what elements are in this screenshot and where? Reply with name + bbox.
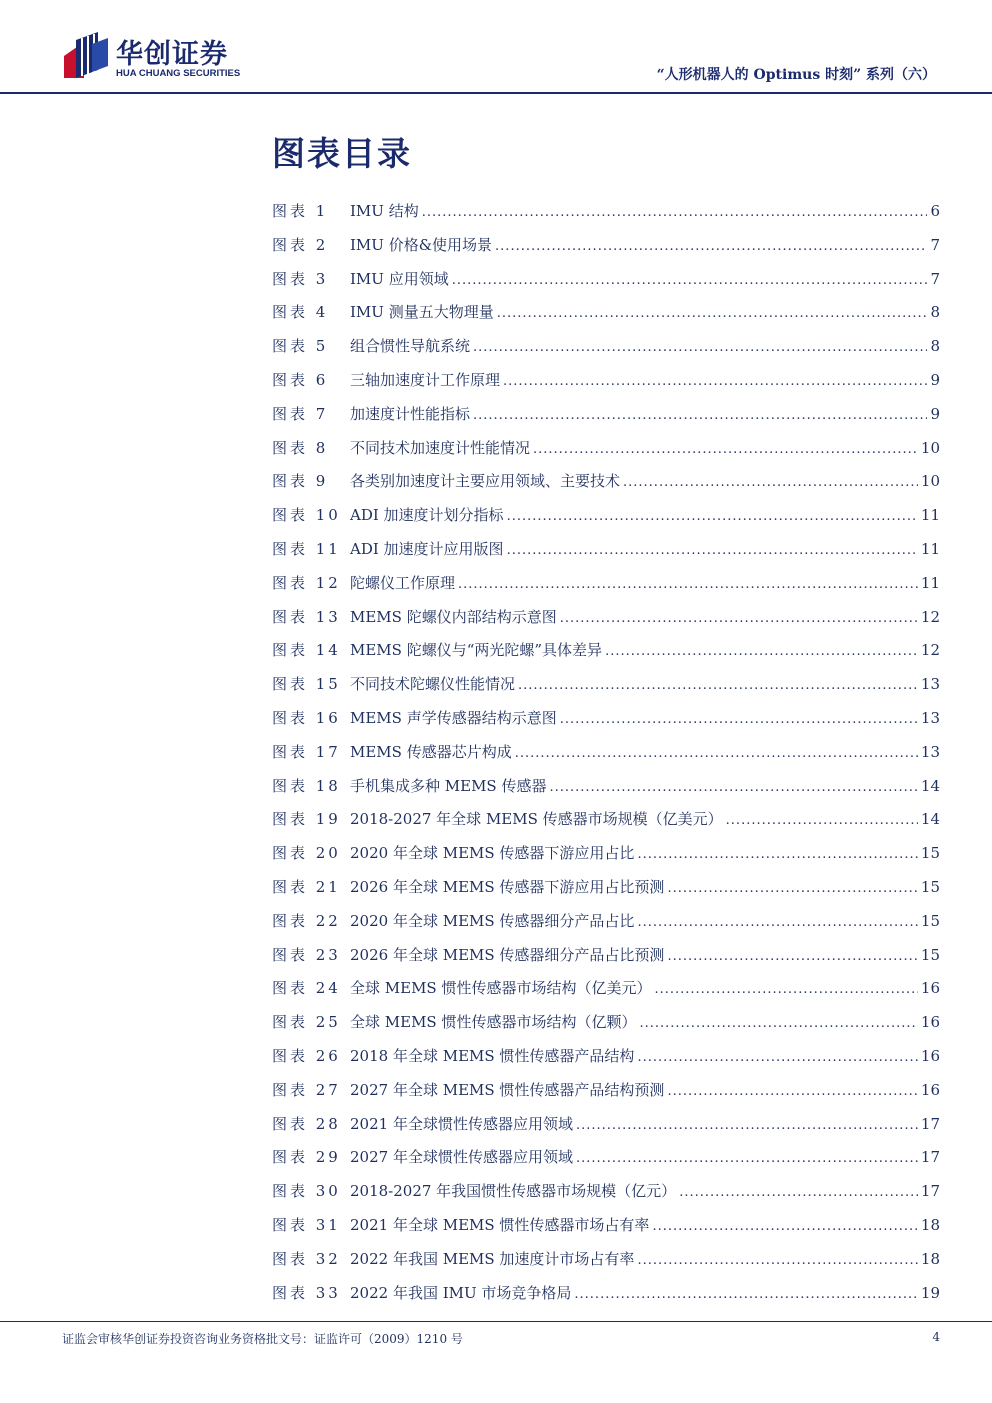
toc-entry-title: 2018-2027 年全球 MEMS 传感器市场规模（亿美元） (350, 810, 723, 829)
toc-entry-page: 6 (930, 202, 940, 220)
toc-entry-label: 图表 25 (272, 1013, 341, 1032)
page-header (0, 0, 992, 96)
toc-dot-leader (503, 374, 927, 389)
toc-dot-leader (654, 982, 917, 997)
toc-entry-label: 图表 33 (272, 1283, 341, 1302)
report-series-title: “人形机器人的 Optimus 时刻” 系列（六） (656, 67, 936, 83)
toc-entry-page: 19 (920, 1283, 940, 1302)
toc-list (272, 200, 940, 1315)
toc-dot-leader (574, 1287, 918, 1302)
toc-entry[interactable] (272, 369, 940, 403)
toc-entry[interactable] (272, 1180, 940, 1214)
toc-entry-title: IMU 结构 (350, 202, 419, 220)
toc-dot-leader (637, 1253, 917, 1268)
toc-entry[interactable] (272, 538, 940, 572)
toc-dot-leader (576, 1151, 918, 1166)
toc-entry[interactable] (272, 301, 940, 335)
toc-entry-label: 图表 1 (272, 202, 329, 220)
toc-entry-label: 图表 15 (272, 675, 341, 694)
toc-entry[interactable] (272, 470, 940, 504)
toc-entry-label: 图表 21 (272, 877, 341, 896)
logo-english-name: HUA CHUANG SECURITIES (116, 68, 241, 79)
toc-entry-label: 图表 5 (272, 337, 329, 356)
toc-dot-leader (458, 577, 918, 592)
toc-entry[interactable] (272, 1248, 940, 1282)
toc-entry[interactable] (272, 639, 940, 673)
toc-entry[interactable] (272, 1282, 940, 1316)
toc-entry-label: 图表 17 (272, 742, 341, 761)
toc-entry-label: 图表 18 (272, 776, 341, 795)
toc-entry-label: 图表 16 (272, 708, 341, 727)
toc-entry-page: 15 (920, 911, 940, 930)
toc-entry-title: 2026 年全球 MEMS 传感器下游应用占比预测 (350, 877, 665, 896)
toc-dot-leader (637, 915, 917, 930)
toc-entry-page: 15 (920, 877, 940, 896)
toc-entry-page: 9 (930, 370, 940, 389)
toc-entry[interactable] (272, 200, 940, 234)
toc-entry-page: 11 (920, 506, 940, 525)
toc-entry[interactable] (272, 944, 940, 978)
toc-dot-leader (637, 847, 917, 862)
toc-entry-label: 图表 32 (272, 1249, 341, 1268)
toc-entry[interactable] (272, 1045, 940, 1079)
toc-entry-page: 16 (920, 979, 940, 998)
toc-dot-leader (652, 1219, 917, 1234)
toc-dot-leader (495, 239, 927, 254)
toc-entry-label: 图表 12 (272, 573, 341, 592)
toc-dot-leader (507, 509, 918, 524)
toc-title: 图表目录 (272, 134, 412, 173)
toc-entry-title: 全球 MEMS 惯性传感器市场结构（亿美元） (350, 979, 652, 998)
toc-entry-label: 图表 27 (272, 1080, 341, 1099)
toc-dot-leader (667, 1084, 917, 1099)
toc-entry-page: 13 (920, 675, 940, 694)
toc-entry-label: 图表 8 (272, 438, 329, 457)
toc-entry-title: 全球 MEMS 惯性传感器市场结构（亿颗） (350, 1013, 637, 1032)
toc-entry-page: 18 (920, 1215, 940, 1234)
toc-entry-title: MEMS 声学传感器结构示意图 (350, 708, 557, 727)
toc-entry-page: 17 (920, 1114, 940, 1133)
toc-entry-page: 8 (930, 303, 940, 322)
toc-entry-title: 2021 年全球惯性传感器应用领域 (350, 1114, 573, 1133)
toc-dot-leader (637, 1050, 917, 1065)
toc-entry[interactable] (272, 1146, 940, 1180)
toc-entry[interactable] (272, 910, 940, 944)
toc-entry-title: 2022 年我国 IMU 市场竞争格局 (350, 1283, 572, 1302)
toc-entry-label: 图表 3 (272, 269, 329, 288)
toc-entry[interactable] (272, 1079, 940, 1113)
company-logo (60, 30, 280, 86)
toc-entry-label: 图表 22 (272, 911, 341, 930)
toc-entry-page: 18 (920, 1249, 940, 1268)
toc-dot-leader (515, 746, 918, 761)
toc-entry-page: 12 (920, 641, 940, 660)
toc-entry-page: 7 (930, 235, 940, 254)
toc-entry[interactable] (272, 775, 940, 809)
toc-entry-label: 图表 26 (272, 1046, 341, 1065)
toc-entry-page: 7 (930, 269, 940, 288)
toc-entry-title: IMU 应用领域 (350, 269, 449, 288)
toc-entry-title: IMU 价格&使用场景 (350, 235, 493, 254)
toc-entry-title: 2027 年全球惯性传感器应用领域 (350, 1148, 573, 1167)
toc-entry[interactable] (272, 707, 940, 741)
toc-entry-title: MEMS 传感器芯片构成 (350, 742, 512, 761)
toc-entry-page: 11 (920, 539, 940, 558)
toc-dot-leader (679, 1185, 918, 1200)
toc-entry-page: 12 (920, 607, 940, 626)
toc-entry-label: 图表 9 (272, 472, 329, 491)
logo-mark-icon (60, 30, 112, 82)
toc-entry-title: 陀螺仪工作原理 (350, 573, 456, 592)
toc-entry-title: 2022 年我国 MEMS 加速度计市场占有率 (350, 1249, 635, 1268)
toc-entry-label: 图表 14 (272, 641, 341, 660)
toc-entry-page: 8 (930, 337, 940, 356)
toc-dot-leader (667, 881, 917, 896)
toc-entry-title: IMU 测量五大物理量 (350, 303, 494, 322)
toc-entry[interactable] (272, 808, 940, 842)
toc-entry-label: 图表 13 (272, 607, 341, 626)
toc-entry-page: 15 (920, 945, 940, 964)
toc-entry-label: 图表 2 (272, 235, 329, 254)
toc-entry[interactable] (272, 1113, 940, 1147)
toc-entry-page: 10 (920, 472, 940, 491)
toc-entry-page: 10 (920, 438, 940, 457)
toc-entry[interactable] (272, 335, 940, 369)
toc-entry[interactable] (272, 437, 940, 471)
page-number: 4 (932, 1330, 940, 1344)
toc-entry-label: 图表 10 (272, 506, 341, 525)
toc-entry-page: 13 (920, 708, 940, 727)
toc-entry-page: 15 (920, 844, 940, 863)
toc-dot-leader (422, 205, 927, 220)
toc-dot-leader (549, 780, 917, 795)
toc-entry[interactable] (272, 741, 940, 775)
toc-entry-page: 13 (920, 742, 940, 761)
toc-dot-leader (667, 949, 917, 964)
toc-entry-label: 图表 28 (272, 1114, 341, 1133)
toc-entry-page: 9 (930, 404, 940, 423)
toc-entry-label: 图表 6 (272, 370, 329, 389)
toc-entry-label: 图表 11 (272, 539, 341, 558)
toc-entry-page: 14 (920, 776, 940, 795)
toc-entry[interactable] (272, 1011, 940, 1045)
toc-entry-title: 不同技术加速度计性能情况 (350, 438, 531, 457)
footer-divider (0, 1321, 992, 1322)
toc-dot-leader (726, 813, 918, 828)
toc-entry-page: 17 (920, 1148, 940, 1167)
toc-entry-label: 图表 20 (272, 844, 341, 863)
toc-entry-label: 图表 23 (272, 945, 341, 964)
header-divider (0, 92, 992, 94)
toc-entry-page: 17 (920, 1182, 940, 1201)
toc-dot-leader (452, 273, 927, 288)
footer-disclaimer: 证监会审核华创证券投资咨询业务资格批文号：证监许可（2009）1210 号 (62, 1332, 463, 1346)
toc-entry[interactable] (272, 673, 940, 707)
toc-entry[interactable] (272, 977, 940, 1011)
toc-entry-title: 三轴加速度计工作原理 (350, 370, 501, 389)
toc-entry[interactable] (272, 403, 940, 437)
toc-dot-leader (560, 611, 918, 626)
toc-entry-title: 2026 年全球 MEMS 传感器细分产品占比预测 (350, 945, 665, 964)
toc-entry-label: 图表 29 (272, 1148, 341, 1167)
toc-dot-leader (497, 306, 927, 321)
toc-entry[interactable] (272, 842, 940, 876)
toc-entry-title: 2020 年全球 MEMS 传感器细分产品占比 (350, 911, 635, 930)
toc-entry-label: 图表 24 (272, 979, 341, 998)
toc-entry-label: 图表 4 (272, 303, 329, 322)
toc-dot-leader (605, 644, 918, 659)
toc-entry-label: 图表 31 (272, 1215, 341, 1234)
toc-entry[interactable] (272, 1214, 940, 1248)
toc-dot-leader (473, 340, 927, 355)
toc-entry-title: 2018 年全球 MEMS 惯性传感器产品结构 (350, 1046, 635, 1065)
toc-dot-leader (639, 1016, 917, 1031)
toc-dot-leader (507, 543, 918, 558)
toc-dot-leader (518, 678, 918, 693)
toc-entry[interactable] (272, 268, 940, 302)
toc-entry[interactable] (272, 572, 940, 606)
toc-entry-label: 图表 30 (272, 1182, 341, 1201)
toc-entry-page: 16 (920, 1080, 940, 1099)
toc-entry-page: 16 (920, 1013, 940, 1032)
toc-entry-title: MEMS 陀螺仪内部结构示意图 (350, 607, 557, 626)
toc-entry-label: 图表 19 (272, 810, 341, 829)
toc-entry-title: 2018-2027 年我国惯性传感器市场规模（亿元） (350, 1182, 677, 1201)
toc-entry-title: 2020 年全球 MEMS 传感器下游应用占比 (350, 844, 635, 863)
toc-entry-page: 14 (920, 810, 940, 829)
toc-entry-label: 图表 7 (272, 404, 329, 423)
toc-entry-title: MEMS 陀螺仪与“两光陀螺”具体差异 (350, 641, 603, 660)
toc-entry-title: 各类别加速度计主要应用领域、主要技术 (350, 472, 621, 491)
toc-entry[interactable] (272, 504, 940, 538)
toc-dot-leader (533, 442, 918, 457)
toc-entry[interactable] (272, 234, 940, 268)
toc-entry-title: ADI 加速度计划分指标 (350, 506, 504, 525)
toc-entry-page: 16 (920, 1046, 940, 1065)
logo-chinese-name: 华创证券 (116, 39, 228, 70)
toc-entry-title: ADI 加速度计应用版图 (350, 539, 504, 558)
toc-entry-title: 不同技术陀螺仪性能情况 (350, 675, 516, 694)
toc-entry-title: 2021 年全球 MEMS 惯性传感器市场占有率 (350, 1215, 650, 1234)
toc-entry[interactable] (272, 876, 940, 910)
toc-entry[interactable] (272, 606, 940, 640)
toc-dot-leader (623, 475, 918, 490)
toc-entry-title: 手机集成多种 MEMS 传感器 (350, 776, 547, 795)
toc-entry-title: 2027 年全球 MEMS 惯性传感器产品结构预测 (350, 1080, 665, 1099)
toc-dot-leader (576, 1118, 918, 1133)
toc-entry-page: 11 (920, 573, 940, 592)
toc-entry-title: 加速度计性能指标 (350, 404, 471, 423)
toc-entry-title: 组合惯性导航系统 (350, 337, 471, 356)
toc-dot-leader (560, 712, 918, 727)
toc-dot-leader (473, 408, 927, 423)
